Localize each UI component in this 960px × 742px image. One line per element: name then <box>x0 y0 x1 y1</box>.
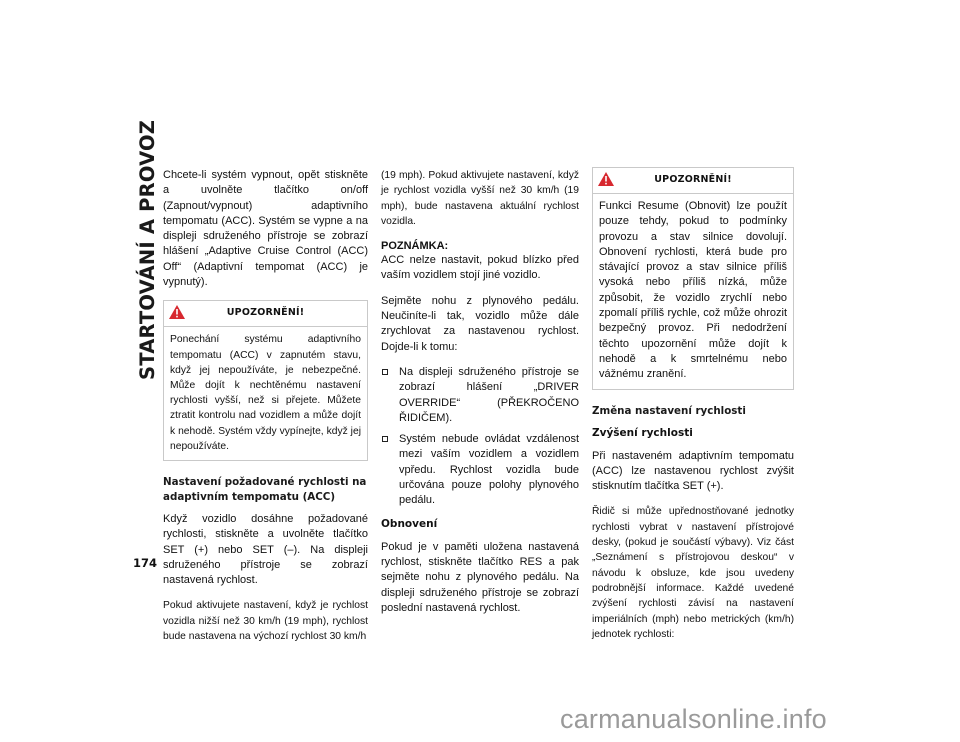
paragraph: Při nastaveném adaptivním tempomatu (ACC) lze nastavenou rychlost zvýšit stisknutím tlačítka SET (+). <box>592 449 794 493</box>
bullet-square-icon <box>382 369 388 375</box>
paragraph: Řidič si může upřednostňované jednotky rychlosti vybrat v nastavení přístrojové desky, (pokud je součástí výbavy). Viz část „Seznámení s přístrojovou deskou“ v návodu k obsluze, kde jsou uvedeny podrobnější informace. Každé uvedené zvýšení rychlosti závisí na nastavení imperiálních (mph) nebo metrických (km/h) jednotek rychlosti: <box>592 506 794 640</box>
warning-title: UPOZORNĚNÍ! <box>654 174 732 185</box>
section-heading: Změna nastavení rychlosti <box>592 404 746 417</box>
subsection-heading: Zvýšení rychlosti <box>592 426 693 439</box>
warning-text: Ponechání systému adaptivního tempomatu (ACC) v zapnutém stavu, když jej nepoužíváte, je nebezpečné. Může dojít k nechtěnému nastavení rychlosti vyšší, než si přejete. Můžete ztratit kontrolu nad vozidlem a může dojít k nehodě. Systém vždy vypínejte, když jej nepoužíváte. <box>170 334 361 452</box>
warning-box <box>592 167 794 390</box>
list-item-text: Na displeji sdruženého přístroje se zobrazí hlášení „DRIVER OVERRIDE“ (PŘEKROČENO ŘIDIČEM). <box>399 365 579 424</box>
warning-title: UPOZORNĚNÍ! <box>226 307 305 319</box>
warning-header <box>593 168 793 194</box>
paragraph: Chcete-li systém vypnout, opět stiskněte a uvolněte tlačítko on/off (Zapnout/vypnout) adaptivního tempomatu (ACC). Systém se vypne a na displeji sdruženého přístroje se zobrazí hlášení „Adaptive Cruise Control (ACC) Off“ (Adaptivní tempomat (ACC) je vypnutý). <box>163 169 368 289</box>
section-heading: Nastavení požadované rychlosti na adaptivním tempomatu (ACC) <box>163 476 367 503</box>
watermark: carmanualsonline.info <box>560 704 827 734</box>
note-title: POZNÁMKA: <box>381 240 449 253</box>
paragraph: Pokud je v paměti uložena nastavená rychlost, stiskněte tlačítko RES a pak sejměte nohu z plynového pedálu. Na displeji sdruženého přístroje se zobrazí poslední nastavená rychlost. <box>381 540 579 614</box>
list-item-text: Systém nebude ovládat vzdálenost mezi vaším vozidlem a vozidlem vpředu. Rychlost vozidla bude určována pouze polohy plynového pedálu. <box>399 433 579 507</box>
warning-text: Funkci Resume (Obnovit) lze použít pouze tehdy, pokud to podmínky provozu a stav silnice dovolují. Obnovení rychlosti, která bude pro stávající provoz a stav silnice příliš vysoká nebo příliš nízká, může způsobit, že vozidlo zrychlí nebo zpomalí příliš rychle, což může ohrozit bezpečný provoz. Při nedodržení těchto upozornění může dojít k nehodě a k smrtelnému nebo vážnému zranění. <box>599 200 787 381</box>
warning-box <box>163 300 368 461</box>
note-text: ACC nelze nastavit, pokud blízko před vaším vozidlem stojí jiné vozidlo. <box>381 254 579 282</box>
bullet-list <box>381 365 579 509</box>
column-1 <box>163 168 368 654</box>
subsection-heading: Obnovení <box>381 517 438 530</box>
page-number: 174 <box>133 556 158 570</box>
section-side-title: STARTOVÁNÍ A PROVOZ <box>136 119 159 380</box>
list-item <box>381 365 579 426</box>
paragraph: Když vozidlo dosáhne požadované rychlosti, stiskněte a uvolněte tlačítko SET (+) nebo SET (–). Na displeji sdruženého přístroje se zobrazí nastavená rychlost. <box>163 513 368 587</box>
paragraph: Pokud aktivujete nastavení, když je rychlost vozidla nižší než 30 km/h (19 mph), rychlost bude nastavena na výchozí rychlost 30 km/h <box>163 600 368 643</box>
warning-header <box>164 301 367 327</box>
bullet-square-icon <box>382 436 388 442</box>
paragraph: (19 mph). Pokud aktivujete nastavení, když je rychlost vozidla vyšší než 30 km/h (19 mph), bude nastavena aktuální rychlost vozidla. <box>381 170 579 227</box>
column-3 <box>592 167 794 652</box>
column-2 <box>381 168 579 626</box>
list-item <box>381 432 579 508</box>
paragraph: Sejměte nohu z plynového pedálu. Neučiníte-li tak, vozidlo může dále zrychlovat za nastavenou rychlost. Dojde-li k tomu: <box>381 294 579 353</box>
